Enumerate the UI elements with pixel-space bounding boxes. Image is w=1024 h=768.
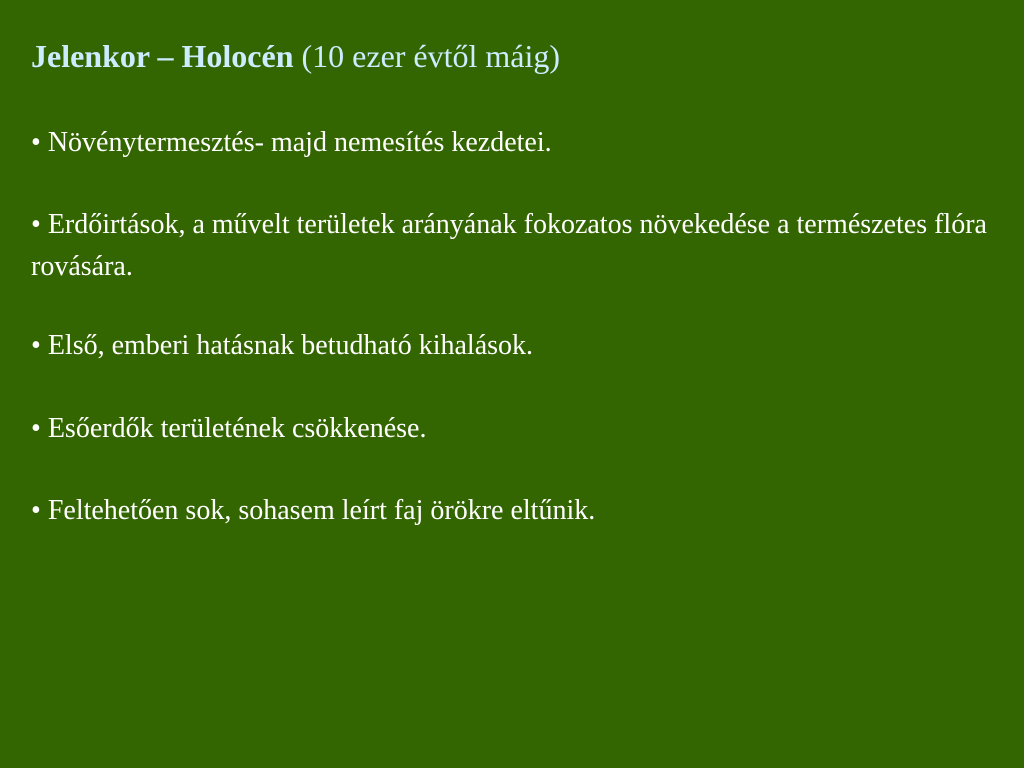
slide-title-bold: Jelenkor – Holocén (31, 38, 294, 74)
bullet-text: Esőerdők területének csökkenése. (47, 413, 427, 444)
bullet-text: Első, emberi hatásnak betudható kihalások. (47, 330, 534, 361)
bullet-item (31, 325, 991, 367)
bullet-item (31, 122, 991, 164)
bullet-item (31, 490, 991, 532)
bullet-text: Növénytermesztés- majd nemesítés kezdetei. (47, 127, 552, 158)
bullet-icon: • (31, 495, 41, 526)
bullet-icon: • (31, 127, 41, 158)
slide-title (31, 34, 991, 78)
bullet-text: Erdőirtások, a művelt területek arányának fokozatos növekedése a természetes flóra rovására. (31, 209, 987, 282)
bullet-icon: • (31, 209, 41, 240)
bullet-item (31, 408, 991, 450)
bullet-icon: • (31, 330, 41, 361)
bullet-text: Feltehetően sok, sohasem leírt faj örökre eltűnik. (47, 495, 596, 526)
slide-title-subtitle: (10 ezer évtől máig) (293, 38, 561, 74)
bullet-item (31, 204, 991, 288)
bullet-icon: • (31, 413, 41, 444)
